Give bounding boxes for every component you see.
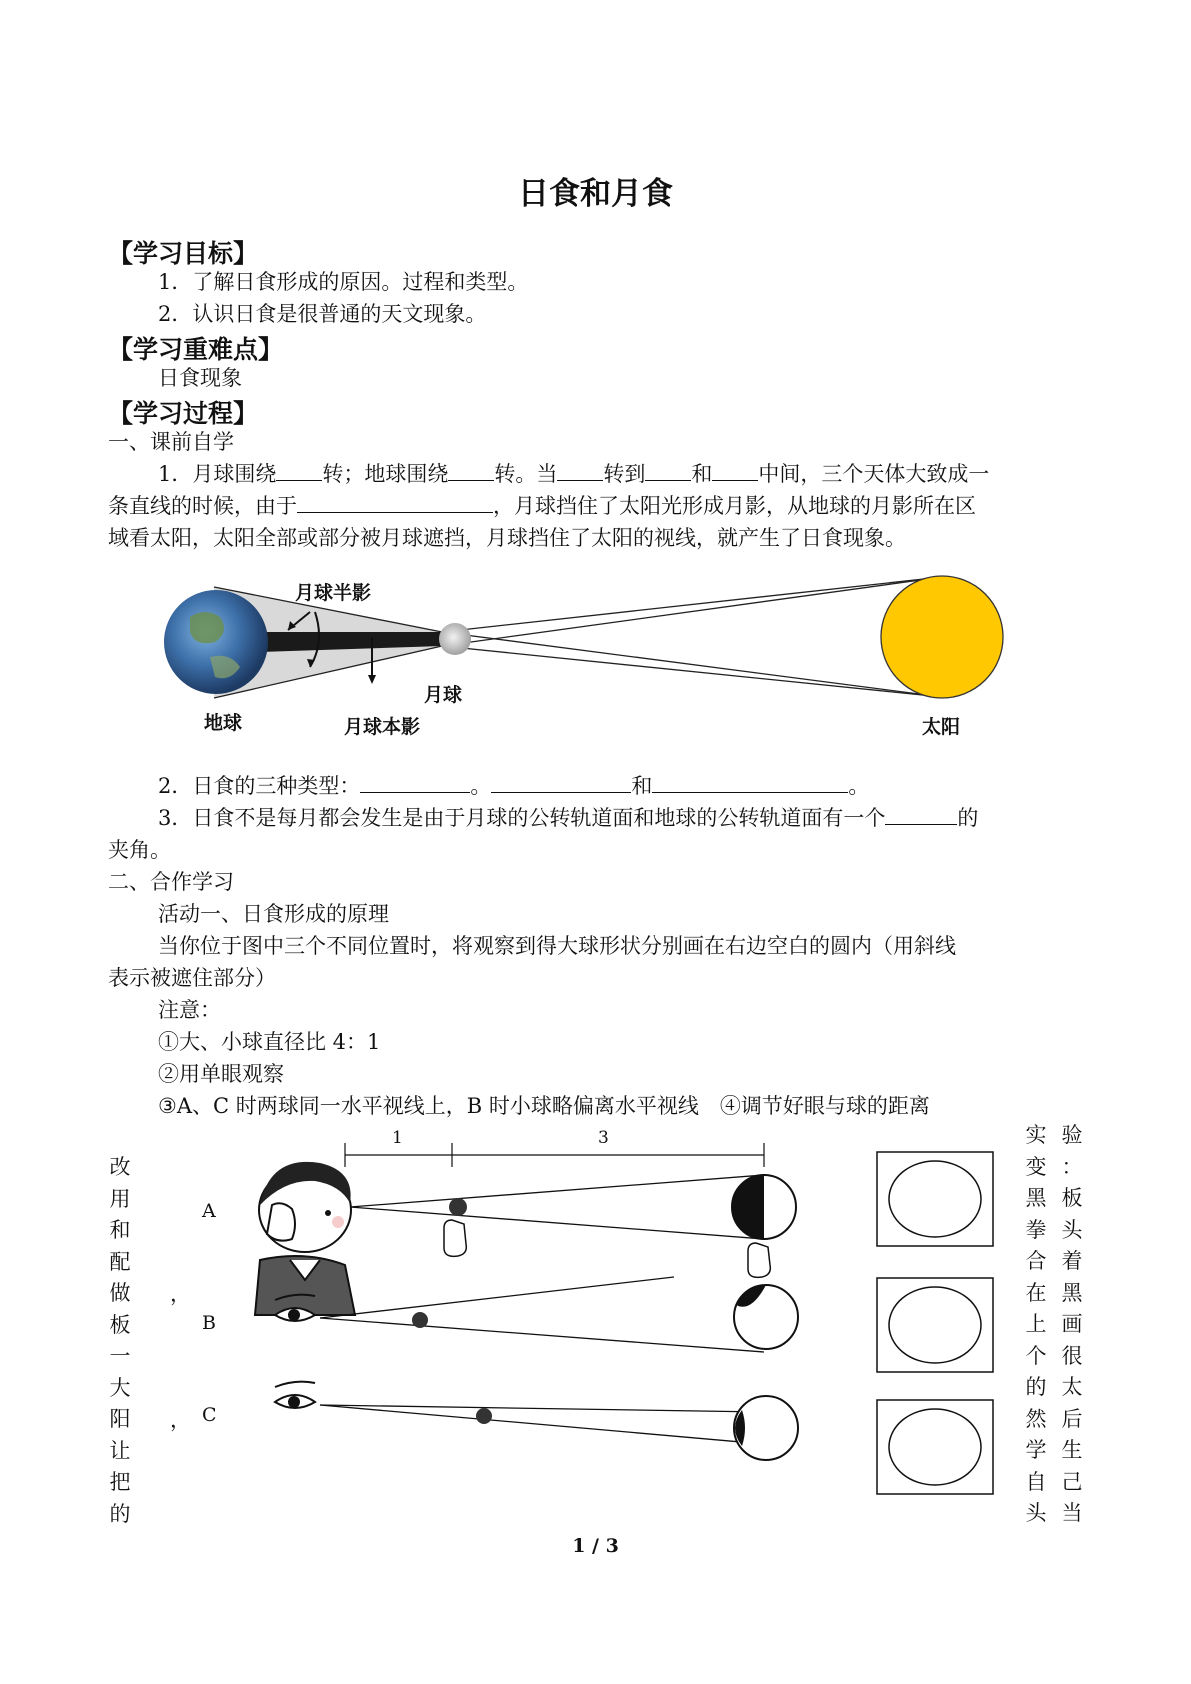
vertical-char: 合 xyxy=(1025,1249,1047,1273)
earth-land xyxy=(190,612,224,643)
note-3: ③A、C 时两球同一水平视线上，B 时小球略偏离水平视线 ④调节好眼与球的距离 xyxy=(158,1094,930,1118)
sight-line xyxy=(320,1277,674,1318)
label-umbra: 月球本影 xyxy=(344,716,421,738)
vertical-char: 黑 xyxy=(1061,1280,1083,1305)
vertical-char: 的 xyxy=(109,1501,131,1526)
drawing-box-b[interactable] xyxy=(877,1278,993,1372)
vertical-char: 验 xyxy=(1061,1123,1083,1147)
vertical-char: 改 xyxy=(109,1155,131,1179)
vertical-char: 一 xyxy=(109,1344,131,1368)
q1-text-d: 转到 xyxy=(603,462,646,486)
note-heading: 注意： xyxy=(158,998,221,1022)
vertical-char: 板 xyxy=(1061,1186,1083,1210)
scale-label-1: 1 xyxy=(392,1128,403,1148)
key-heading: 【学习重难点】 xyxy=(108,335,284,364)
vertical-char: 画 xyxy=(1061,1312,1083,1336)
q2-text-a: 2．日食的三种类型： xyxy=(158,774,361,798)
sight-line xyxy=(350,1207,764,1239)
vertical-char: 把 xyxy=(109,1470,131,1494)
note-2: ②用单眼观察 xyxy=(158,1062,284,1086)
sight-line xyxy=(350,1175,764,1207)
hand-icon xyxy=(748,1243,770,1277)
vertical-char: ： xyxy=(1061,1154,1083,1179)
q1-text-c: 转。当 xyxy=(494,462,558,486)
right-vertical-text-1 xyxy=(1024,1120,1048,1530)
q1-text-e: 和 xyxy=(691,462,713,486)
arrow-icon xyxy=(368,675,376,684)
vertical-char: 板 xyxy=(109,1312,131,1337)
label-sun: 太阳 xyxy=(922,716,961,738)
q1-text-a: 1．月球围绕 xyxy=(158,462,277,486)
shadow-part xyxy=(732,1175,764,1239)
question-2 xyxy=(158,770,869,802)
position-label-c: C xyxy=(202,1404,217,1426)
ray-line xyxy=(442,577,942,632)
vertical-char: 拳 xyxy=(1025,1217,1047,1242)
activity-1-heading: 活动一、日食形成的原理 xyxy=(158,902,389,926)
solar-eclipse-diagram xyxy=(160,572,1030,742)
label-earth: 地球 xyxy=(204,712,243,734)
vertical-char: 个 xyxy=(1025,1343,1047,1368)
vertical-char: 后 xyxy=(1061,1406,1083,1431)
position-label-a: A xyxy=(202,1200,216,1222)
scale-label-3: 3 xyxy=(598,1128,609,1148)
drawing-box-c[interactable] xyxy=(877,1400,993,1494)
vertical-char: 太 xyxy=(1061,1375,1083,1399)
question-3 xyxy=(158,802,978,834)
vertical-char: 己 xyxy=(1061,1469,1083,1494)
ray-line xyxy=(442,577,942,646)
page-title: 日食和月食 xyxy=(518,176,673,212)
ray-line xyxy=(442,646,942,697)
vertical-char: 上 xyxy=(1025,1312,1047,1336)
q2-blank-1[interactable] xyxy=(360,770,470,793)
note-1: ①大、小球直径比 4：1 xyxy=(158,1030,381,1054)
vertical-char: 生 xyxy=(1061,1438,1083,1462)
vertical-char: 着 xyxy=(1061,1249,1083,1273)
hand-icon xyxy=(444,1220,466,1256)
vertical-char: 在 xyxy=(1025,1280,1047,1305)
q1-blank-6[interactable] xyxy=(297,490,493,513)
right-vertical-text-2 xyxy=(1060,1120,1084,1530)
q1-blank-2[interactable] xyxy=(448,458,494,481)
part1-heading: 一、课前自学 xyxy=(108,430,234,454)
vertical-char: 和 xyxy=(109,1218,131,1242)
vertical-char: 头 xyxy=(1025,1501,1047,1525)
vertical-char: 黑 xyxy=(1025,1186,1047,1210)
drawing-boxes xyxy=(875,1150,1000,1510)
q1-text-b: 转；地球围绕 xyxy=(322,462,449,486)
sun-icon xyxy=(881,576,1003,698)
small-ball-icon xyxy=(449,1198,467,1216)
q1-line2-text-a: 条直线的时候，由于 xyxy=(108,494,297,518)
vertical-char: 很 xyxy=(1061,1343,1083,1368)
vertical-char: 用 xyxy=(109,1186,131,1211)
activity-text-2: 表示被遮住部分） xyxy=(108,966,276,990)
small-ball-icon xyxy=(412,1312,428,1328)
left-comma: ， xyxy=(170,1282,191,1306)
part2-heading: 二、合作学习 xyxy=(108,870,234,894)
child-covering-eye-icon xyxy=(255,1162,355,1315)
vertical-char: 的 xyxy=(1025,1375,1047,1399)
vertical-char: 变 xyxy=(1025,1154,1047,1179)
q2-blank-3[interactable] xyxy=(652,770,848,793)
label-moon: 月球 xyxy=(424,684,463,706)
question-1-line-3: 域看太阳，太阳全部或部分被月球遮挡，月球挡住了太阳的视线，就产生了日食现象。 xyxy=(108,526,906,550)
vertical-char: 大 xyxy=(109,1375,131,1400)
page-number: 1 / 3 xyxy=(572,1535,619,1557)
q1-text-f: 中间，三个天体大致成一 xyxy=(758,462,990,486)
ray-line xyxy=(442,632,942,697)
q2-text-d: 。 xyxy=(848,774,870,798)
goals-heading: 【学习目标】 xyxy=(108,239,259,268)
q1-line2-text-b: ，月球挡住了太阳光形成月影，从地球的月影所在区 xyxy=(493,494,976,518)
q1-blank-5[interactable] xyxy=(712,458,758,481)
q2-text-c: 和 xyxy=(631,774,653,798)
vertical-char: 当 xyxy=(1061,1501,1083,1525)
position-label-b: B xyxy=(202,1312,216,1334)
vertical-char: 自 xyxy=(1025,1469,1047,1494)
goal-1: 1．了解日食形成的原因。过程和类型。 xyxy=(158,270,529,294)
sight-line xyxy=(320,1318,764,1352)
earth-icon xyxy=(164,590,268,694)
eye-icon xyxy=(275,1382,315,1408)
drawing-box-a[interactable] xyxy=(877,1152,993,1246)
left-comma: ， xyxy=(170,1408,191,1432)
vertical-char: 让 xyxy=(109,1438,131,1463)
q1-blank-3[interactable] xyxy=(557,458,603,481)
left-vertical-text xyxy=(108,1152,132,1530)
vertical-char: 做 xyxy=(109,1281,131,1305)
vertical-char: 学 xyxy=(1025,1438,1047,1462)
q3-text-b: 的 xyxy=(957,806,979,830)
q1-blank-1[interactable] xyxy=(276,458,322,481)
q3-text-a: 3．日食不是每月都会发生是由于月球的公转轨道面和地球的公转轨道面有一个 xyxy=(158,806,886,830)
key-text: 日食现象 xyxy=(158,366,242,390)
observation-diagram xyxy=(190,1125,810,1515)
goal-2: 2．认识日食是很普通的天文现象。 xyxy=(158,302,487,326)
process-heading: 【学习过程】 xyxy=(108,399,259,428)
vertical-char: 头 xyxy=(1061,1217,1083,1242)
question-3-line-2: 夹角。 xyxy=(108,838,171,862)
q2-blank-2[interactable] xyxy=(491,770,631,793)
vertical-char: 阳 xyxy=(109,1407,131,1431)
q1-blank-4[interactable] xyxy=(645,458,691,481)
q2-text-b: 。 xyxy=(470,774,492,798)
q3-blank-1[interactable] xyxy=(885,802,957,825)
activity-text-1: 当你位于图中三个不同位置时，将观察到得大球形状分别画在右边空白的圆内（用斜线 xyxy=(158,934,956,958)
small-ball-icon xyxy=(476,1408,492,1424)
label-penumbra: 月球半影 xyxy=(295,582,372,604)
vertical-char: 配 xyxy=(109,1249,131,1274)
vertical-char: 然 xyxy=(1025,1406,1047,1431)
moon-icon xyxy=(439,623,471,655)
vertical-char: 实 xyxy=(1025,1123,1047,1147)
question-1 xyxy=(158,458,989,490)
question-1-line-2 xyxy=(108,490,976,522)
